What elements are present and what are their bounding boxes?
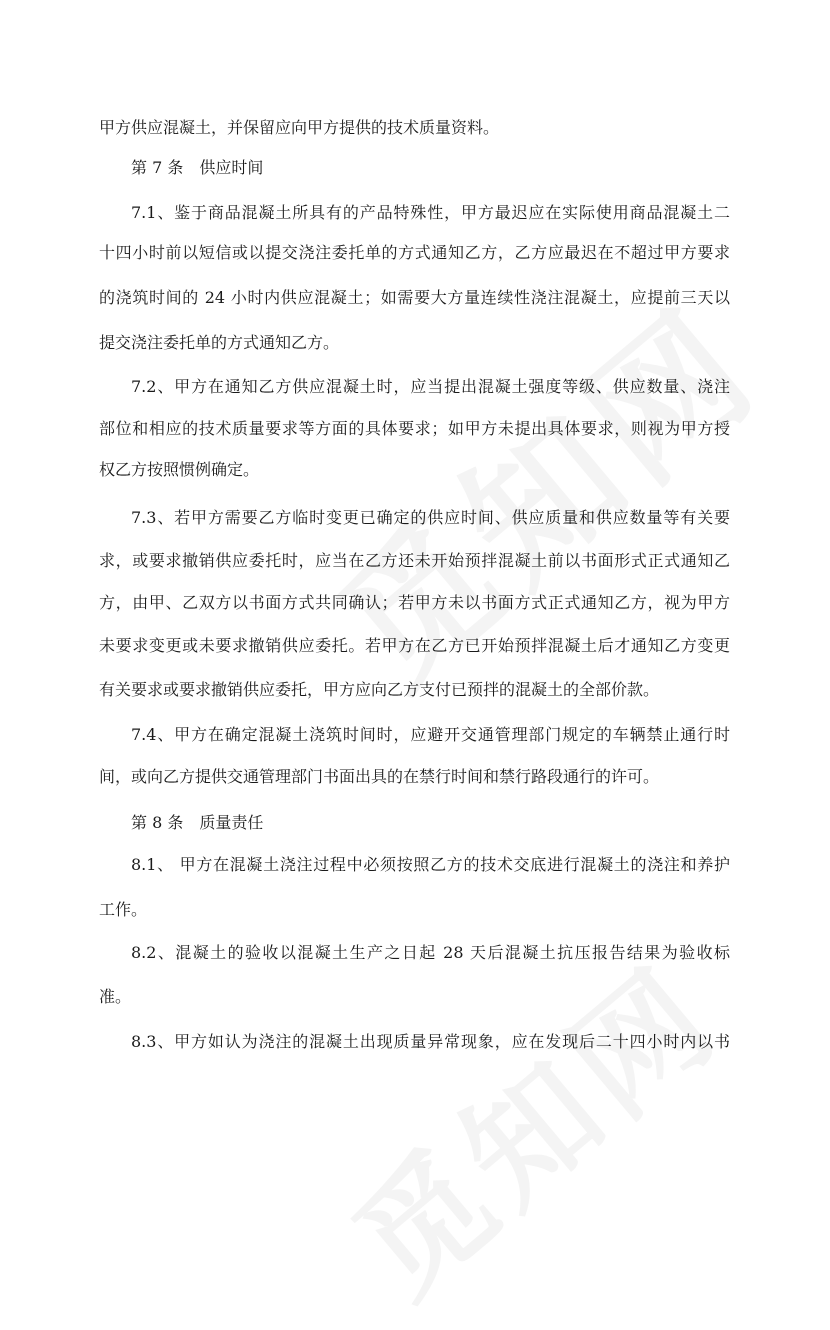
paragraph-line: 有关要求或要求撤销供应委托，甲方应向乙方支付已预拌的混凝土的全部价款。 xyxy=(99,680,660,699)
article-heading: 第 8 条 质量责任 xyxy=(131,813,264,832)
paragraph-line: 7.3、若甲方需要乙方临时变更已确定的供应时间、供应质量和供应数量等有关要 xyxy=(131,508,730,527)
paragraph-line: 工作。 xyxy=(99,900,148,919)
paragraph-line: 求，或要求撤销供应委托时，应当在乙方还未开始预拌混凝土前以书面形式正式通知乙 xyxy=(99,551,730,570)
paragraph-line: 甲方供应混凝土，并保留应向甲方提供的技术质量资料。 xyxy=(99,118,500,137)
paragraph-line: 7.4、甲方在确定混凝土浇筑时间时，应避开交通管理部门规定的车辆禁止通行时 xyxy=(131,725,730,744)
paragraph-line: 7.1、鉴于商品混凝土所具有的产品特殊性，甲方最迟应在实际使用商品混凝土二 xyxy=(131,203,730,222)
paragraph-line: 间，或向乙方提供交通管理部门书面出具的在禁行时间和禁行路段通行的许可。 xyxy=(99,767,660,786)
paragraph-line: 部位和相应的技术质量要求等方面的具体要求；如甲方未提出具体要求，则视为甲方授 xyxy=(99,419,730,438)
paragraph-line: 方，由甲、乙双方以书面方式共同确认；若甲方未以书面方式正式通知乙方，视为甲方 xyxy=(99,593,730,612)
paragraph-line: 8.2、混凝土的验收以混凝土生产之日起 28 天后混凝土抗压报告结果为验收标 xyxy=(131,943,730,962)
paragraph-line: 十四小时前以短信或以提交浇注委托单的方式通知乙方，乙方应最迟在不超过甲方要求 xyxy=(99,243,730,262)
paragraph-line: 的浇筑时间的 24 小时内供应混凝土；如需要大方量连续性浇注混凝土，应提前三天以 xyxy=(99,288,730,307)
paragraph-line: 8.3、甲方如认为浇注的混凝土出现质量异常现象，应在发现后二十四小时内以书 xyxy=(131,1032,730,1051)
watermark xyxy=(309,917,751,1330)
paragraph-line: 提交浇注委托单的方式通知乙方。 xyxy=(99,333,340,352)
paragraph-line: 8.1、 甲方在混凝土浇注过程中必须按照乙方的技术交底进行混凝土的浇注和养护 xyxy=(131,855,730,874)
paragraph-line: 未要求变更或未要求撤销供应委托。若甲方在乙方已开始预拌混凝土后才通知乙方变更 xyxy=(99,636,730,655)
paragraph-line: 7.2、甲方在通知乙方供应混凝土时，应当提出混凝土强度等级、供应数量、浇注 xyxy=(131,377,730,396)
paragraph-line: 准。 xyxy=(99,987,132,1006)
article-heading: 第 7 条 供应时间 xyxy=(131,158,264,177)
paragraph-line: 权乙方按照惯例确定。 xyxy=(99,460,260,479)
